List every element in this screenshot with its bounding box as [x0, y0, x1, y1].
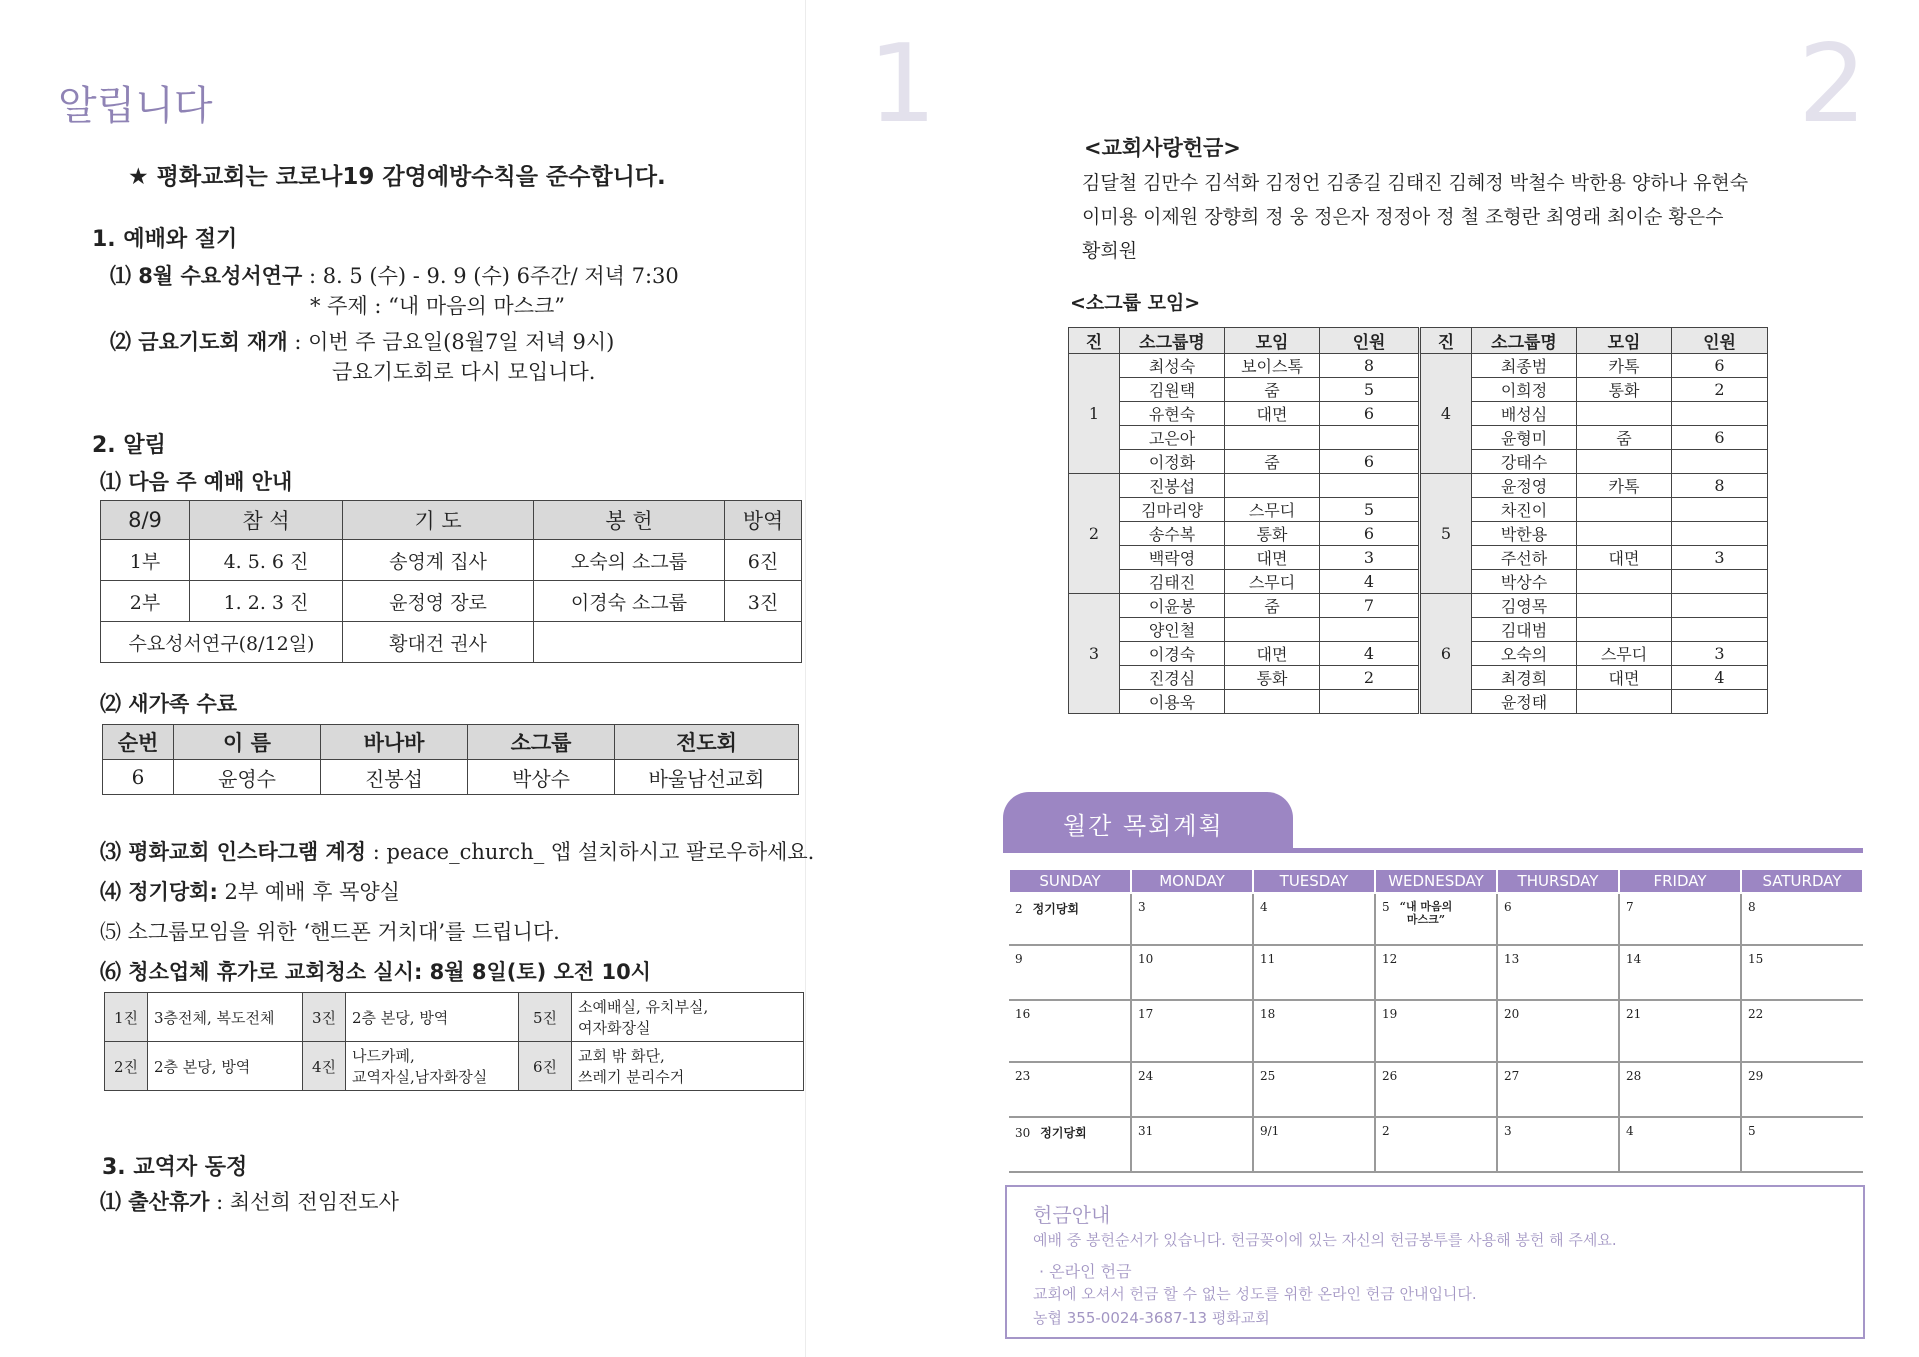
- table-cell: [1672, 594, 1768, 618]
- offering-info-line: 교회에 오셔서 헌금 할 수 없는 성도를 위한 온라인 헌금 안내입니다.: [1033, 1285, 1477, 1303]
- calendar-cell: 11: [1253, 945, 1375, 1000]
- table-cell: [1577, 594, 1672, 618]
- table-cell: [1320, 474, 1420, 498]
- calendar-cell: 9: [1009, 945, 1131, 1000]
- table-cell: 5: [1420, 474, 1472, 594]
- table-cell: 4: [1320, 642, 1420, 666]
- table-cell: 3: [1320, 546, 1420, 570]
- table-header: 소그룹명: [1472, 328, 1577, 354]
- calendar-day-header: WEDNESDAY: [1375, 869, 1497, 893]
- table-cell: 줌: [1225, 378, 1320, 402]
- table-cell: [1577, 570, 1672, 594]
- calendar-cell: 4: [1619, 1117, 1741, 1172]
- cleaning-table: [104, 992, 804, 1091]
- smallgroup-table: [1068, 327, 1768, 714]
- table-cell: 윤정태: [1472, 690, 1577, 714]
- table-row: [103, 725, 799, 760]
- sec1-item2-text: : 이번 주 금요일(8월7일 저녁 9시): [294, 330, 615, 354]
- table-cell: 2: [1320, 666, 1420, 690]
- table-cell: 5: [1320, 498, 1420, 522]
- table-cell: 4: [1420, 354, 1472, 474]
- table-row: [105, 1042, 804, 1091]
- table-cell: 진경심: [1120, 666, 1225, 690]
- calendar-cell: 5: [1741, 1117, 1863, 1172]
- sec2-item4-label: ⑷ 정기당회:: [100, 880, 218, 904]
- calendar-event: [1400, 900, 1453, 926]
- table-row: [1069, 328, 1768, 354]
- table-cell: 황대건 권사: [343, 622, 534, 663]
- calendar-day-header: FRIDAY: [1619, 869, 1741, 893]
- table-header: 인원: [1672, 328, 1768, 354]
- calendar-cell: [1009, 893, 1131, 945]
- table-cell: 박한용: [1472, 522, 1577, 546]
- table-cell: 8: [1672, 474, 1768, 498]
- calendar-cell: 9/1: [1253, 1117, 1375, 1172]
- calendar-date: 5: [1382, 900, 1390, 914]
- table-cell: 2층 본당, 방역: [148, 1042, 303, 1091]
- calendar-date: 30: [1015, 1126, 1031, 1140]
- table-cell: [1672, 570, 1768, 594]
- calendar-event: 정기당회: [1040, 1126, 1087, 1140]
- offering-info-box: [1005, 1185, 1865, 1339]
- calendar-cell: 3: [1497, 1117, 1619, 1172]
- cell-line: 교회 밖 화단,: [578, 1047, 665, 1065]
- table-row: [1069, 378, 1768, 402]
- calendar-cell: 19: [1375, 1000, 1497, 1062]
- table-row: [1069, 666, 1768, 690]
- table-cell: 이경숙 소그룹: [534, 581, 725, 622]
- calendar-header-row: [1009, 869, 1863, 893]
- table-header: 인원: [1320, 328, 1420, 354]
- section-3-heading: 3. 교역자 동정: [102, 1155, 248, 1180]
- table-cell: 4. 5. 6 진: [190, 540, 343, 581]
- table-row: [1069, 618, 1768, 642]
- table-cell: 1진: [105, 993, 148, 1042]
- sec2-sub2: ⑵ 새가족 수료: [100, 692, 238, 716]
- table-cell: 송영계 집사: [343, 540, 534, 581]
- table-cell: 최성숙: [1120, 354, 1225, 378]
- table-cell: 양인철: [1120, 618, 1225, 642]
- table-cell: 박상수: [468, 760, 615, 795]
- sec2-item3-label: ⑶ 평화교회 인스타그램 계정: [100, 840, 367, 864]
- sec2-item6: ⑹ 청소업체 휴가로 교회청소 실시: 8월 8일(토) 오전 10시: [100, 960, 651, 984]
- calendar-cell: 28: [1619, 1062, 1741, 1117]
- table-cell: 대면: [1225, 642, 1320, 666]
- table-cell: [1672, 618, 1768, 642]
- table-cell: 4: [1320, 570, 1420, 594]
- calendar-tab-line: [1003, 848, 1863, 853]
- sec2-item3-text: : peace_church_ 앱 설치하시고 팔로우하세요.: [366, 840, 815, 864]
- table-cell: 6: [1672, 354, 1768, 378]
- calendar-cell: 12: [1375, 945, 1497, 1000]
- table-cell: 4진: [303, 1042, 346, 1091]
- table-cell: 2층 본당, 방역: [346, 993, 519, 1042]
- table-cell: 최종범: [1472, 354, 1577, 378]
- calendar-cell: 10: [1131, 945, 1253, 1000]
- table-cell: 1부: [101, 540, 190, 581]
- table-header: 이 름: [174, 725, 321, 760]
- worship-table: [100, 500, 802, 663]
- table-cell: [346, 1042, 519, 1091]
- table-cell: 김마리양: [1120, 498, 1225, 522]
- table-cell: 이정화: [1120, 450, 1225, 474]
- sec1-item2-sub: 금요기도회로 다시 모입니다.: [332, 360, 596, 384]
- table-cell: 김영목: [1472, 594, 1577, 618]
- calendar-cell: 23: [1009, 1062, 1131, 1117]
- calendar-cell: [1619, 893, 1741, 945]
- table-row: [1069, 498, 1768, 522]
- table-cell: 줌: [1225, 594, 1320, 618]
- cell-line: 소예배실, 유치부실,: [578, 998, 709, 1016]
- calendar-cell: [1253, 893, 1375, 945]
- table-cell: [1672, 450, 1768, 474]
- table-row: [1069, 426, 1768, 450]
- calendar-cell: [1375, 893, 1497, 945]
- table-cell: [1577, 618, 1672, 642]
- table-cell: 윤정영 장로: [343, 581, 534, 622]
- sec1-item2: [110, 326, 614, 356]
- calendar-day-header: MONDAY: [1131, 869, 1253, 893]
- table-header: 전도회: [615, 725, 799, 760]
- page-title: 알립니다: [58, 83, 213, 129]
- calendar-cell: 20: [1497, 1000, 1619, 1062]
- table-cell: 6: [1420, 594, 1472, 714]
- offering-title: <교회사랑헌금>: [1084, 136, 1241, 160]
- table-cell: 송수복: [1120, 522, 1225, 546]
- table-cell: 5진: [519, 993, 572, 1042]
- sec3-item1-label: ⑴ 출산휴가: [100, 1190, 210, 1214]
- table-row: [103, 760, 799, 795]
- calendar-cell: [1131, 893, 1253, 945]
- calendar-week: [1009, 945, 1863, 1000]
- table-cell: 이경숙: [1120, 642, 1225, 666]
- calendar-cell: [1741, 893, 1863, 945]
- table-cell: [572, 1042, 804, 1091]
- sec3-item1: [100, 1186, 399, 1216]
- sec1-item1-label: ⑴ 8월 수요성서연구: [110, 264, 303, 288]
- table-cell: 주선하: [1472, 546, 1577, 570]
- calendar-cell: 15: [1741, 945, 1863, 1000]
- table-cell: 2: [1672, 378, 1768, 402]
- table-cell: 4: [1672, 666, 1768, 690]
- calendar-date: 8: [1748, 900, 1756, 914]
- calendar-cell: 21: [1619, 1000, 1741, 1062]
- table-cell: [572, 993, 804, 1042]
- calendar-tab: [1003, 792, 1293, 850]
- calendar-cell: 14: [1619, 945, 1741, 1000]
- table-cell: [1672, 522, 1768, 546]
- table-cell: 박상수: [1472, 570, 1577, 594]
- cell-line: 나드카페,: [352, 1047, 415, 1065]
- calendar-week: [1009, 893, 1863, 945]
- table-cell: [1672, 498, 1768, 522]
- table-row: [1069, 546, 1768, 570]
- table-cell: [1225, 474, 1320, 498]
- table-cell: 김대범: [1472, 618, 1577, 642]
- table-cell: 6: [1672, 426, 1768, 450]
- table-cell: 6: [103, 760, 174, 795]
- table-row: [101, 622, 802, 663]
- table-cell: 3층전체, 복도전체: [148, 993, 303, 1042]
- table-cell: [1225, 426, 1320, 450]
- calendar-cell: 27: [1497, 1062, 1619, 1117]
- calendar-date: 6: [1504, 900, 1512, 914]
- table-cell: 6: [1320, 522, 1420, 546]
- section-2-heading: 2. 알림: [92, 433, 166, 458]
- table-cell: 대면: [1577, 666, 1672, 690]
- table-cell: 6진: [725, 540, 802, 581]
- table-cell: [1577, 450, 1672, 474]
- table-row: [101, 501, 802, 540]
- calendar-week: [1009, 1062, 1863, 1117]
- table-cell: 바울남선교회: [615, 760, 799, 795]
- table-cell: 7: [1320, 594, 1420, 618]
- table-header: 8/9: [101, 501, 190, 540]
- table-cell: 2진: [105, 1042, 148, 1091]
- calendar-week: [1009, 1117, 1863, 1172]
- table-row: [1069, 570, 1768, 594]
- calendar-day-header: TUESDAY: [1253, 869, 1375, 893]
- table-cell: 대면: [1225, 546, 1320, 570]
- table-cell: [1577, 498, 1672, 522]
- table-cell: 줌: [1577, 426, 1672, 450]
- table-cell: [1672, 690, 1768, 714]
- table-row: [1069, 450, 1768, 474]
- calendar-date: 2: [1015, 902, 1023, 916]
- table-cell: 이희정: [1472, 378, 1577, 402]
- calendar-cell: 13: [1497, 945, 1619, 1000]
- calendar-cell: 26: [1375, 1062, 1497, 1117]
- table-cell: 오숙의 소그룹: [534, 540, 725, 581]
- table-header: 기 도: [343, 501, 534, 540]
- offering-info-title: 헌금안내: [1033, 1203, 1111, 1227]
- calendar-week: [1009, 1000, 1863, 1062]
- calendar-date: 7: [1626, 900, 1634, 914]
- table-cell: 1: [1069, 354, 1120, 474]
- page-number-2: 2: [1798, 22, 1867, 147]
- calendar-cell: 18: [1253, 1000, 1375, 1062]
- table-header: 진: [1420, 328, 1472, 354]
- table-header: 소그룹명: [1120, 328, 1225, 354]
- table-cell: [1577, 402, 1672, 426]
- calendar-cell: 22: [1741, 1000, 1863, 1062]
- table-cell: 6: [1320, 402, 1420, 426]
- table-cell: 통화: [1225, 522, 1320, 546]
- section-1-heading: 1. 예배와 절기: [92, 227, 238, 252]
- table-cell: 최경희: [1472, 666, 1577, 690]
- table-cell: 백락영: [1120, 546, 1225, 570]
- calendar-cell: 16: [1009, 1000, 1131, 1062]
- offering-names-line: 이미용 이제원 장향희 정 웅 정은자 정정아 정 철 조형란 최영래 최이순 황은수: [1082, 206, 1724, 228]
- table-cell: 1. 2. 3 진: [190, 581, 343, 622]
- calendar-event: 정기당회: [1032, 902, 1080, 916]
- left-page: [0, 0, 937, 1357]
- table-header: 진: [1069, 328, 1120, 354]
- table-row: [1069, 474, 1768, 498]
- sec1-item2-label: ⑵ 금요기도회 재개: [110, 330, 288, 354]
- smallgroup-title: <소그룹 모임>: [1070, 292, 1201, 314]
- table-cell: [1577, 522, 1672, 546]
- table-cell: 3: [1672, 642, 1768, 666]
- table-row: [101, 540, 802, 581]
- table-cell: 통화: [1225, 666, 1320, 690]
- table-cell: 3진: [303, 993, 346, 1042]
- table-cell: 진봉섭: [1120, 474, 1225, 498]
- table-cell: 줌: [1225, 450, 1320, 474]
- table-header: 방역: [725, 501, 802, 540]
- table-cell: 스무디: [1225, 498, 1320, 522]
- table-cell: 윤형미: [1472, 426, 1577, 450]
- offering-names-line: 황희원: [1082, 240, 1138, 262]
- table-cell: [1320, 426, 1420, 450]
- sec2-item3: [100, 836, 814, 866]
- calendar-cell: 25: [1253, 1062, 1375, 1117]
- table-cell: [1320, 618, 1420, 642]
- sec1-item1: [110, 260, 679, 290]
- table-header: 바나바: [321, 725, 468, 760]
- table-cell: 이용욱: [1120, 690, 1225, 714]
- table-cell: [1225, 618, 1320, 642]
- calendar-day-header: SUNDAY: [1009, 869, 1131, 893]
- table-header: 참 석: [190, 501, 343, 540]
- sec3-item1-text: : 최선희 전임전도사: [209, 1190, 399, 1214]
- table-cell: [1672, 402, 1768, 426]
- table-cell: 2부: [101, 581, 190, 622]
- table-row: [1069, 402, 1768, 426]
- table-cell: 윤영수: [174, 760, 321, 795]
- table-cell: 3진: [725, 581, 802, 622]
- table-cell: 5: [1320, 378, 1420, 402]
- table-cell: 강태수: [1472, 450, 1577, 474]
- sec2-item4: [100, 876, 400, 906]
- table-row: [1069, 594, 1768, 618]
- sec2-item4-text: 2부 예배 후 목양실: [217, 880, 400, 904]
- table-cell: 대면: [1577, 546, 1672, 570]
- sec2-item5: ⑸ 소그룹모임을 위한 ‘핸드폰 거치대’를 드립니다.: [100, 920, 560, 944]
- offering-info-line: · 온라인 헌금: [1039, 1262, 1132, 1281]
- offering-info-line: 농협 355-0024-3687-13 평화교회: [1033, 1309, 1270, 1327]
- table-cell: [1225, 690, 1320, 714]
- calendar-date: 3: [1138, 900, 1146, 914]
- sec1-item1-text: : 8. 5 (수) - 9. 9 (수) 6주간/ 저녁 7:30: [308, 264, 679, 288]
- table-cell: 윤정영: [1472, 474, 1577, 498]
- table-cell: 오숙의: [1472, 642, 1577, 666]
- table-cell: 김원택: [1120, 378, 1225, 402]
- calendar-cell: 2: [1375, 1117, 1497, 1172]
- table-cell: 김태진: [1120, 570, 1225, 594]
- cell-line: 쓰레기 분리수거: [578, 1068, 685, 1086]
- table-cell: 고은아: [1120, 426, 1225, 450]
- table-header: 모임: [1577, 328, 1672, 354]
- calendar-cell: [1009, 1117, 1131, 1172]
- table-cell: [1320, 690, 1420, 714]
- calendar-cell: 17: [1131, 1000, 1253, 1062]
- calendar-day-header: THURSDAY: [1497, 869, 1619, 893]
- page-number-1: 1: [868, 22, 937, 147]
- headline: ★ 평화교회는 코로나19 감영예방수칙을 준수합니다.: [128, 164, 666, 190]
- table-header: 봉 헌: [534, 501, 725, 540]
- sec2-sub1: ⑴ 다음 주 예배 안내: [100, 470, 293, 494]
- table-cell: 3: [1069, 594, 1120, 714]
- table-cell: 카톡: [1577, 474, 1672, 498]
- cell-line: 교역자실,남자화장실: [352, 1068, 488, 1086]
- table-header: 순번: [103, 725, 174, 760]
- calendar-event-line: 마스크”: [1406, 913, 1446, 926]
- new-family-table: [102, 724, 799, 795]
- table-row: [1069, 690, 1768, 714]
- table-cell: 이윤봉: [1120, 594, 1225, 618]
- table-cell: 차진이: [1472, 498, 1577, 522]
- calendar-cell: 24: [1131, 1062, 1253, 1117]
- table-cell: 3: [1672, 546, 1768, 570]
- table-row: [1069, 354, 1768, 378]
- sec1-item1-sub: * 주제 : “내 마음의 마스크”: [310, 294, 565, 318]
- table-cell: 진봉섭: [321, 760, 468, 795]
- table-header: 모임: [1225, 328, 1320, 354]
- table-header: 소그룹: [468, 725, 615, 760]
- table-cell: 통화: [1577, 378, 1672, 402]
- table-cell: 6: [1320, 450, 1420, 474]
- calendar-date: 4: [1260, 900, 1268, 914]
- calendar-day-header: SATURDAY: [1741, 869, 1863, 893]
- calendar-event-line: “내 마음의: [1399, 900, 1453, 913]
- table-cell: 유현숙: [1120, 402, 1225, 426]
- calendar-cell: 31: [1131, 1117, 1253, 1172]
- table-row: [1069, 522, 1768, 546]
- table-cell: 스무디: [1577, 642, 1672, 666]
- table-row: [101, 581, 802, 622]
- offering-names-line: 김달철 김만수 김석화 김정언 김종길 김태진 김혜정 박철수 박한용 양하나 유현숙: [1082, 172, 1749, 194]
- table-cell: 보이스톡: [1225, 354, 1320, 378]
- table-cell: 대면: [1225, 402, 1320, 426]
- table-cell: 수요성서연구(8/12일): [101, 622, 343, 663]
- calendar-cell: 29: [1741, 1062, 1863, 1117]
- table-cell: 배성심: [1472, 402, 1577, 426]
- table-cell: 카톡: [1577, 354, 1672, 378]
- table-cell: 스무디: [1225, 570, 1320, 594]
- table-cell: 8: [1320, 354, 1420, 378]
- cell-line: 여자화장실: [578, 1019, 651, 1037]
- calendar-cell: [1497, 893, 1619, 945]
- offering-info-line: 예배 중 봉헌순서가 있습니다. 헌금꽂이에 있는 자신의 헌금봉투를 사용해 봉헌 해 주세요.: [1033, 1231, 1617, 1249]
- table-row: [1069, 642, 1768, 666]
- calendar: [1008, 868, 1864, 1173]
- table-cell: 6진: [519, 1042, 572, 1091]
- table-cell: 2: [1069, 474, 1120, 594]
- table-cell: [534, 622, 802, 663]
- calendar-grid: [1008, 868, 1864, 1173]
- calendar-title: 월간 목회계획: [1063, 812, 1224, 840]
- table-row: [105, 993, 804, 1042]
- table-cell: [1577, 690, 1672, 714]
